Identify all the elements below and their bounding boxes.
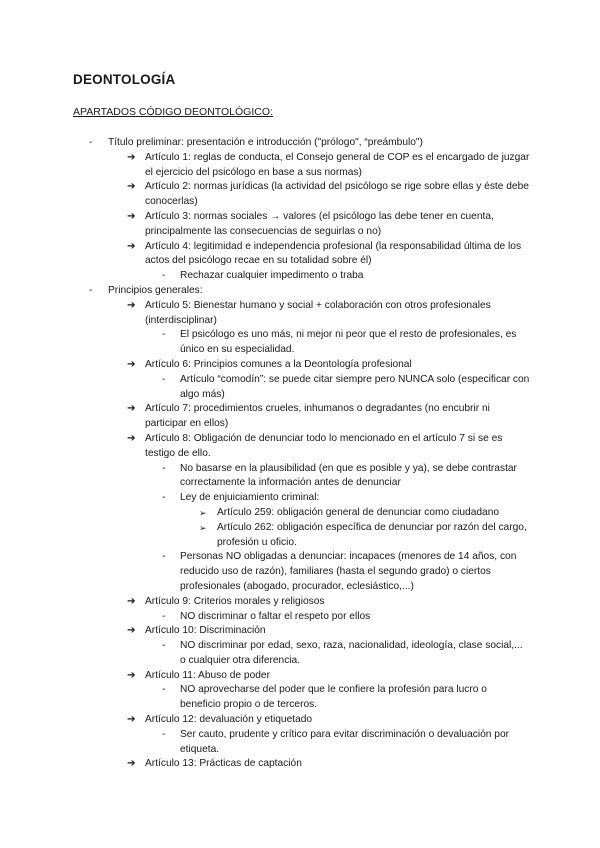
list-item-text: NO discriminar o faltar el respeto por ellos [180,610,371,622]
dash-bullet: - [162,329,166,341]
arrow-bullet-icon: ➔ [127,358,136,370]
arrow-bullet-icon: ➔ [127,299,136,311]
arrow-bullet-icon: ➢ [199,522,207,533]
list-item [0,639,600,669]
arrow-bullet-icon: ➔ [127,595,136,607]
list-item-text: El psicólogo es uno más, ni mejor ni peor que el resto de profesionales, es único en su especialidad. [180,329,517,356]
list-item-text: Artículo 9: Criterios morales y religiosos [145,595,325,607]
arrow-bullet-icon: ➔ [127,210,136,222]
list-item [0,491,600,506]
dash-bullet: - [89,284,93,296]
list-item-text: Artículo 10: Discriminación [145,625,266,637]
list-item [0,358,600,373]
arrow-bullet-icon: ➔ [127,151,136,163]
list-item-text: Rechazar cualquier impedimento o traba [180,270,364,282]
list-item-text: Ser cauto, prudente y crítico para evitar discriminación o devaluación por etiqueta. [180,728,509,755]
list-item [0,210,600,240]
list-item-text: Artículo 3: normas sociales → valores (el psicólogo las debe tener en cuenta, principalmente las consecuencias de seguirlas o no) [145,210,494,237]
list-item [0,728,600,758]
list-item-text: Artículo 2: normas jurídicas (la actividad del psicólogo se rige sobre ellas y éste debe conocerlas) [145,181,529,208]
dash-bullet: - [162,462,166,474]
list-item [0,269,600,284]
list-item [0,757,600,772]
list-item [0,713,600,728]
arrow-bullet-icon: ➢ [199,507,207,518]
list-item-text: Artículo 7: procedimientos crueles, inhumanos o degradantes (no encubrir ni participar en ellos) [145,403,490,430]
arrow-bullet-icon: ➔ [127,758,136,770]
list-item-text: Artículo 13: Prácticas de captación [145,758,302,770]
section-heading: APARTADOS CÓDIGO DEONTOLÓGICO: [73,106,273,118]
page-title: DEONTOLOGÍA [73,72,176,87]
list-item-text: Personas NO obligadas a denunciar: incapaces (menores de 14 años, con reducido uso de razón), familiares (hasta el segundo grado) o ciertos profesionales (abogado, procurador, eclesiástico,...) [180,551,517,592]
list-item [0,624,600,639]
dash-bullet: - [162,270,166,282]
list-item [0,550,600,594]
dash-bullet: - [162,684,166,696]
arrow-bullet-icon: ➔ [127,403,136,415]
list-item-text: Artículo 1: reglas de conducta, el Consejo general de COP es el encargado de juzgar el ejercicio del psicólogo en base a sus normas) [145,151,530,178]
list-item-text: Artículo 5: Bienestar humano y social + colaboración con otros profesionales (interdisciplinar) [145,299,491,326]
list-item [0,683,600,713]
dash-bullet: - [162,551,166,563]
list-item-text: NO aprovecharse del poder que le confiere la profesión para lucro o beneficio propio o de terceros. [180,684,487,711]
list-item-text: Principios generales: [108,284,203,296]
list-item [0,506,600,521]
list-item [0,595,600,610]
list-item [0,284,600,299]
list-item-text: NO discriminar por edad, sexo, raza, nacionalidad, ideología, clase social,... o cualquier otra diferencia. [180,640,523,666]
list-item-text: Ley de enjuiciamiento criminal: [180,492,320,504]
list-item [0,462,600,492]
outline-list [0,136,600,772]
list-item-text: Artículo “comodín”: se puede citar siempre pero NUNCA solo (especificar con algo más) [180,373,530,400]
dash-bullet: - [162,640,166,652]
dash-bullet: - [162,728,166,740]
arrow-bullet-icon: ➔ [127,240,136,252]
list-item [0,299,600,329]
arrow-bullet-icon: ➔ [127,181,136,193]
list-item-text: Título preliminar: presentación e introducción ("prólogo", “preámbulo") [108,137,423,148]
list-item-text: Artículo 6: Principios comunes a la Deontología profesional [145,358,412,370]
list-item [0,240,600,270]
list-item [0,328,600,358]
list-item [0,151,600,181]
list-item [0,669,600,684]
list-item-text: Artículo 8: Obligación de denunciar todo lo mencionado en el artículo 7 si se es testigo de ello. [145,432,503,459]
arrow-bullet-icon: ➔ [127,432,136,444]
list-item-text: Artículo 262: obligación específica de denunciar por razón del cargo, profesión u oficio. [217,521,527,548]
list-item-text: Artículo 259: obligación general de denunciar como ciudadano [217,506,500,518]
list-item [0,610,600,625]
list-item [0,402,600,432]
list-item [0,136,600,151]
list-item [0,521,600,551]
dash-bullet: - [162,492,166,504]
list-item [0,432,600,462]
list-item [0,180,600,210]
arrow-bullet-icon: ➔ [127,669,136,681]
list-item-text: No basarse en la plausibilidad (en que es posible y ya), se debe contrastar correctamente la información antes de denunciar [180,462,517,489]
dash-bullet: - [89,137,93,148]
dash-bullet: - [162,610,166,622]
list-item [0,373,600,403]
list-item-text: Artículo 11: Abuso de poder [145,669,270,681]
list-item-text: Artículo 12: devaluación y etiquetado [145,714,313,726]
dash-bullet: - [162,373,166,385]
arrow-bullet-icon: ➔ [127,714,136,726]
list-item-text: Artículo 4: legitimidad e independencia profesional (la responsabilidad última de los actos del psicólogo recae en su totalidad sobre él) [145,240,522,267]
arrow-bullet-icon: ➔ [127,625,136,637]
